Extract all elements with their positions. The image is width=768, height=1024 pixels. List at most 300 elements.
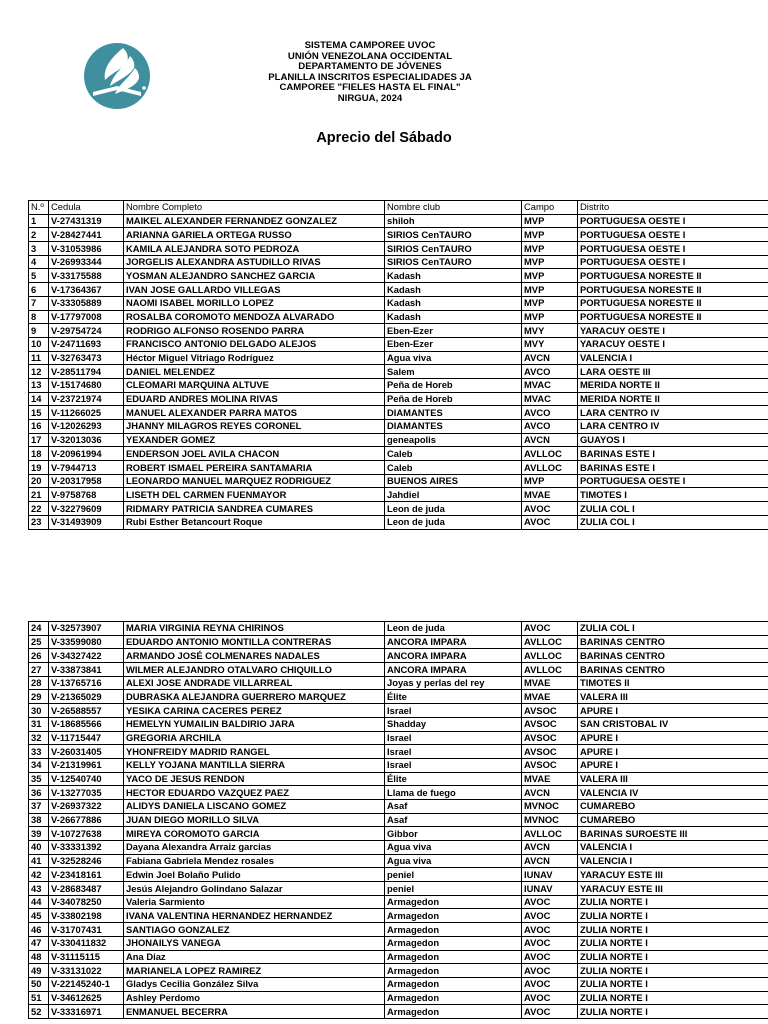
cell-distrito: ZULIA NORTE I (578, 895, 768, 909)
header-line-3: DEPARTAMENTO DE JÓVENES (298, 61, 442, 73)
cell-cedula: V-33316971 (49, 1005, 124, 1019)
cell-cedula: V-33873841 (49, 663, 124, 677)
cell-number: 26 (29, 649, 49, 663)
cell-name: YEXANDER GOMEZ (124, 433, 385, 447)
column-header-name: Nombre Completo (124, 201, 385, 215)
cell-distrito: LARA OESTE III (578, 365, 768, 379)
cell-distrito: PORTUGUESA OESTE I (578, 228, 768, 242)
cell-club: Jahdiel (385, 488, 522, 502)
cell-number: 13 (29, 378, 49, 392)
cell-cedula: V-33305889 (49, 296, 124, 310)
cell-cedula: V-18685566 (49, 717, 124, 731)
cell-cedula: V-31493909 (49, 515, 124, 529)
cell-club: Leon de juda (385, 502, 522, 516)
cell-number: 51 (29, 991, 49, 1005)
cell-number: 33 (29, 745, 49, 759)
cell-club: Kadash (385, 269, 522, 283)
table-row (29, 406, 768, 420)
cell-number: 48 (29, 950, 49, 964)
cell-name: Ashley Perdomo (124, 991, 385, 1005)
table-row (29, 950, 768, 964)
table-row (29, 515, 768, 529)
cell-club: Salem (385, 365, 522, 379)
cell-number: 34 (29, 758, 49, 772)
cell-distrito: MERIDA NORTE II (578, 378, 768, 392)
cell-cedula: V-24711693 (49, 337, 124, 351)
table-row (29, 433, 768, 447)
cell-club: DIAMANTES (385, 406, 522, 420)
cell-club: Élite (385, 690, 522, 704)
cell-club: DIAMANTES (385, 420, 522, 434)
cell-distrito: CUMAREBO (578, 813, 768, 827)
cell-distrito: ZULIA COL I (578, 502, 768, 516)
cell-distrito: APURE I (578, 745, 768, 759)
cell-cedula: V-32763473 (49, 351, 124, 365)
cell-number: 39 (29, 827, 49, 841)
cell-club: ANCORA IMPARA (385, 635, 522, 649)
table-row (29, 882, 768, 896)
table-row (29, 758, 768, 772)
cell-cedula: V-17797008 (49, 310, 124, 324)
cell-number: 8 (29, 310, 49, 324)
cell-cedula: V-13765716 (49, 676, 124, 690)
cell-club: Gibbor (385, 827, 522, 841)
cell-distrito: VALENCIA IV (578, 786, 768, 800)
cell-name: JHANNY MILAGROS REYES CORONEL (124, 420, 385, 434)
cell-club: shiloh (385, 214, 522, 228)
cell-cedula: V-26588557 (49, 704, 124, 718)
cell-name: Jesús Alejandro Golindano Salazar (124, 882, 385, 896)
cell-cedula: V-28511794 (49, 365, 124, 379)
cell-club: Armagedon (385, 909, 522, 923)
cell-distrito: ZULIA NORTE I (578, 1005, 768, 1019)
cell-number: 11 (29, 351, 49, 365)
table-row (29, 909, 768, 923)
cell-distrito: BARINAS CENTRO (578, 635, 768, 649)
cell-cedula: V-26677886 (49, 813, 124, 827)
header-line-5: CAMPOREE "FIELES HASTA EL FINAL" (279, 82, 461, 94)
cell-campo: MVP (522, 474, 578, 488)
cell-club: Armagedon (385, 923, 522, 937)
cell-number: 45 (29, 909, 49, 923)
cell-cedula: V-33802198 (49, 909, 124, 923)
cell-club: Peña de Horeb (385, 392, 522, 406)
cell-club: peniel (385, 868, 522, 882)
cell-number: 42 (29, 868, 49, 882)
cell-campo: AVOC (522, 622, 578, 636)
roster-table-body (29, 622, 768, 1019)
cell-campo: MVY (522, 324, 578, 338)
cell-campo: AVCN (522, 351, 578, 365)
table-row (29, 676, 768, 690)
cell-cedula: V-20317958 (49, 474, 124, 488)
table-row (29, 461, 768, 475)
cell-cedula: V-32279609 (49, 502, 124, 516)
cell-name: RIDMARY PATRICIA SANDREA CUMARES (124, 502, 385, 516)
table-row (29, 447, 768, 461)
table-row (29, 296, 768, 310)
table-row (29, 420, 768, 434)
cell-campo: MVAE (522, 690, 578, 704)
cell-club: Asaf (385, 813, 522, 827)
cell-cedula: V-12026293 (49, 420, 124, 434)
cell-campo: AVOC (522, 1005, 578, 1019)
cell-number: 17 (29, 433, 49, 447)
table-row (29, 283, 768, 297)
cell-number: 4 (29, 255, 49, 269)
cell-name: NAOMI ISABEL MORILLO LOPEZ (124, 296, 385, 310)
cell-number: 35 (29, 772, 49, 786)
cell-campo: MVNOC (522, 799, 578, 813)
table-row (29, 854, 768, 868)
cell-number: 10 (29, 337, 49, 351)
table-row (29, 923, 768, 937)
cell-distrito: VALERA III (578, 690, 768, 704)
cell-name: IVANA VALENTINA HERNANDEZ HERNANDEZ (124, 909, 385, 923)
cell-distrito: YARACUY OESTE I (578, 337, 768, 351)
cell-name: HEMELYN YUMAILIN BALDIRIO JARA (124, 717, 385, 731)
table-row (29, 964, 768, 978)
cell-name: MIREYA COROMOTO GARCIA (124, 827, 385, 841)
column-header-number: N.º (29, 201, 49, 215)
cell-name: KELLY YOJANA MANTILLA SIERRA (124, 758, 385, 772)
cell-name: ROSALBA COROMOTO MENDOZA ALVARADO (124, 310, 385, 324)
cell-campo: AVSOC (522, 704, 578, 718)
cell-distrito: VALENCIA I (578, 841, 768, 855)
cell-club: Israel (385, 731, 522, 745)
cell-campo: MVP (522, 283, 578, 297)
table-row (29, 392, 768, 406)
cell-distrito: APURE I (578, 731, 768, 745)
cell-club: Eben-Ezer (385, 337, 522, 351)
header-line-4: PLANILLA INSCRITOS ESPECIALIDADES JA (268, 71, 472, 83)
cell-name: ALIDYS DANIELA LISCANO GOMEZ (124, 799, 385, 813)
cell-campo: AVOC (522, 515, 578, 529)
cell-number: 44 (29, 895, 49, 909)
table-row (29, 649, 768, 663)
cell-number: 50 (29, 977, 49, 991)
cell-campo: MVAC (522, 392, 578, 406)
cell-distrito: VALENCIA I (578, 351, 768, 365)
cell-distrito: BARINAS ESTE I (578, 461, 768, 475)
cell-distrito: BARINAS CENTRO (578, 649, 768, 663)
cell-cedula: V-34612625 (49, 991, 124, 1005)
cell-name: JUAN DIEGO MORILLO SILVA (124, 813, 385, 827)
table-row (29, 365, 768, 379)
cell-distrito: ZULIA COL I (578, 515, 768, 529)
cell-number: 25 (29, 635, 49, 649)
cell-name: YESIKA CARINA CACERES PEREZ (124, 704, 385, 718)
cell-number: 20 (29, 474, 49, 488)
cell-number: 40 (29, 841, 49, 855)
table-row (29, 745, 768, 759)
cell-club: geneapolis (385, 433, 522, 447)
cell-name: SANTIAGO GONZALEZ (124, 923, 385, 937)
table-row (29, 474, 768, 488)
cell-distrito: YARACUY OESTE I (578, 324, 768, 338)
cell-campo: AVSOC (522, 717, 578, 731)
cell-distrito: GUAYOS I (578, 433, 768, 447)
cell-club: Kadash (385, 296, 522, 310)
cell-cedula: V-20961994 (49, 447, 124, 461)
cell-number: 28 (29, 676, 49, 690)
cell-campo: IUNAV (522, 868, 578, 882)
cell-campo: MVAE (522, 772, 578, 786)
cell-campo: AVLLOC (522, 663, 578, 677)
cell-campo: MVP (522, 255, 578, 269)
roster-table-second (28, 621, 768, 1019)
cell-campo: AVOC (522, 936, 578, 950)
cell-number: 19 (29, 461, 49, 475)
cell-cedula: V-26937322 (49, 799, 124, 813)
cell-cedula: V-15174680 (49, 378, 124, 392)
table-row (29, 936, 768, 950)
cell-club: Agua viva (385, 854, 522, 868)
table-row (29, 488, 768, 502)
cell-club: Agua viva (385, 841, 522, 855)
cell-club: Agua viva (385, 351, 522, 365)
cell-club: Armagedon (385, 936, 522, 950)
cell-distrito: PORTUGUESA OESTE I (578, 474, 768, 488)
cell-club: Caleb (385, 447, 522, 461)
table-row (29, 717, 768, 731)
cell-campo: AVOC (522, 923, 578, 937)
table-row (29, 799, 768, 813)
cell-name: CLEOMARI MARQUINA ALTUVE (124, 378, 385, 392)
table-row (29, 991, 768, 1005)
cell-distrito: CUMAREBO (578, 799, 768, 813)
table-row (29, 324, 768, 338)
table-row (29, 635, 768, 649)
cell-name: Rubi Esther Betancourt Roque (124, 515, 385, 529)
cell-number: 47 (29, 936, 49, 950)
cell-distrito: ZULIA NORTE I (578, 909, 768, 923)
cell-number: 32 (29, 731, 49, 745)
cell-cedula: V-22145240-1 (49, 977, 124, 991)
column-header-campo: Campo (522, 201, 578, 215)
cell-number: 6 (29, 283, 49, 297)
cell-campo: AVCN (522, 786, 578, 800)
cell-campo: MVY (522, 337, 578, 351)
cell-number: 7 (29, 296, 49, 310)
cell-campo: AVOC (522, 977, 578, 991)
cell-number: 27 (29, 663, 49, 677)
cell-club: Leon de juda (385, 622, 522, 636)
document-header (220, 41, 520, 105)
cell-cedula: V-7944713 (49, 461, 124, 475)
table-row (29, 255, 768, 269)
cell-cedula: V-23418161 (49, 868, 124, 882)
cell-name: ENDERSON JOEL AVILA CHACON (124, 447, 385, 461)
cell-number: 18 (29, 447, 49, 461)
roster-table-body (29, 214, 768, 529)
cell-number: 16 (29, 420, 49, 434)
cell-name: Dayana Alexandra Arraiz garcias (124, 841, 385, 855)
cell-cedula: V-34327422 (49, 649, 124, 663)
cell-name: MARIANELA LOPEZ RAMIREZ (124, 964, 385, 978)
cell-club: Israel (385, 758, 522, 772)
table-row (29, 310, 768, 324)
cell-campo: AVLLOC (522, 635, 578, 649)
cell-campo: MVAE (522, 488, 578, 502)
table-row (29, 690, 768, 704)
cell-number: 9 (29, 324, 49, 338)
cell-club: Caleb (385, 461, 522, 475)
cell-name: JORGELIS ALEXANDRA ASTUDILLO RIVAS (124, 255, 385, 269)
cell-distrito: BARINAS SUROESTE III (578, 827, 768, 841)
cell-name: Fabiana Gabriela Mendez rosales (124, 854, 385, 868)
cell-distrito: ZULIA NORTE I (578, 977, 768, 991)
table-row (29, 228, 768, 242)
cell-distrito: YARACUY ESTE III (578, 882, 768, 896)
table-row (29, 731, 768, 745)
cell-campo: AVCO (522, 406, 578, 420)
cell-club: Armagedon (385, 950, 522, 964)
cell-campo: AVCN (522, 841, 578, 855)
cell-name: FRANCISCO ANTONIO DELGADO ALEJOS (124, 337, 385, 351)
cell-campo: MVP (522, 310, 578, 324)
table-row (29, 813, 768, 827)
cell-club: BUENOS AIRES (385, 474, 522, 488)
header-line-1: SISTEMA CAMPOREE UVOC (304, 40, 436, 51)
column-header-cedula: Cedula (49, 201, 124, 215)
cell-name: YACO DE JESUS RENDON (124, 772, 385, 786)
cell-distrito: VALENCIA I (578, 854, 768, 868)
cell-distrito: PORTUGUESA OESTE I (578, 255, 768, 269)
cell-campo: AVCO (522, 420, 578, 434)
cell-name: KAMILA ALEJANDRA SOTO PEDROZA (124, 242, 385, 256)
cell-name: Valeria Sarmiento (124, 895, 385, 909)
cell-number: 24 (29, 622, 49, 636)
table-row (29, 269, 768, 283)
cell-name: GREGORIA ARCHILA (124, 731, 385, 745)
cell-campo: MVP (522, 228, 578, 242)
header-line-2: UNIÓN VENEZOLANA OCCIDENTAL (287, 50, 453, 62)
cell-name: ROBERT ISMAEL PEREIRA SANTAMARIA (124, 461, 385, 475)
table-row (29, 868, 768, 882)
cell-number: 43 (29, 882, 49, 896)
cell-club: Armagedon (385, 991, 522, 1005)
flame-book-logo-icon (83, 42, 151, 110)
cell-campo: IUNAV (522, 882, 578, 896)
cell-campo: AVSOC (522, 731, 578, 745)
cell-name: MANUEL ALEXANDER PARRA MATOS (124, 406, 385, 420)
cell-cedula: V-32528246 (49, 854, 124, 868)
cell-number: 12 (29, 365, 49, 379)
column-header-club: Nombre club (385, 201, 522, 215)
cell-distrito: ZULIA COL I (578, 622, 768, 636)
cell-number: 41 (29, 854, 49, 868)
cell-number: 14 (29, 392, 49, 406)
cell-cedula: V-27431319 (49, 214, 124, 228)
cell-name: MAIKEL ALEXANDER FERNANDEZ GONZALEZ (124, 214, 385, 228)
cell-cedula: V-26031405 (49, 745, 124, 759)
cell-cedula: V-31707431 (49, 923, 124, 937)
cell-distrito: MERIDA NORTE II (578, 392, 768, 406)
cell-cedula: V-17364367 (49, 283, 124, 297)
table-row (29, 337, 768, 351)
table-row (29, 242, 768, 256)
cell-name: IVAN JOSE GALLARDO VILLEGAS (124, 283, 385, 297)
cell-cedula: V-33131022 (49, 964, 124, 978)
cell-campo: MVP (522, 242, 578, 256)
cell-name: ALEXI JOSE ANDRADE VILLARREAL (124, 676, 385, 690)
cell-club: Shadday (385, 717, 522, 731)
cell-campo: AVOC (522, 964, 578, 978)
cell-cedula: V-23721974 (49, 392, 124, 406)
cell-cedula: V-29754724 (49, 324, 124, 338)
cell-name: ARMANDO JOSÉ COLMENARES NADALES (124, 649, 385, 663)
cell-name: HECTOR EDUARDO VAZQUEZ PAEZ (124, 786, 385, 800)
cell-cedula: V-33331392 (49, 841, 124, 855)
cell-campo: AVCN (522, 433, 578, 447)
cell-cedula: V-11266025 (49, 406, 124, 420)
table-row (29, 378, 768, 392)
cell-distrito: PORTUGUESA NORESTE II (578, 296, 768, 310)
cell-cedula: V-330411832 (49, 936, 124, 950)
cell-club: SIRIOS CenTAURO (385, 242, 522, 256)
cell-club: ANCORA IMPARA (385, 649, 522, 663)
cell-campo: AVCN (522, 854, 578, 868)
cell-number: 52 (29, 1005, 49, 1019)
cell-club: Kadash (385, 310, 522, 324)
cell-cedula: V-31053986 (49, 242, 124, 256)
cell-cedula: V-11715447 (49, 731, 124, 745)
cell-cedula: V-28683487 (49, 882, 124, 896)
cell-cedula: V-21319961 (49, 758, 124, 772)
cell-club: Leon de juda (385, 515, 522, 529)
cell-cedula: V-21365029 (49, 690, 124, 704)
cell-name: YOSMAN ALEJANDRO SANCHEZ GARCIA (124, 269, 385, 283)
cell-club: Eben-Ezer (385, 324, 522, 338)
cell-club: Joyas y perlas del rey (385, 676, 522, 690)
cell-cedula: V-13277035 (49, 786, 124, 800)
cell-campo: AVOC (522, 895, 578, 909)
cell-distrito: BARINAS ESTE I (578, 447, 768, 461)
table-row (29, 214, 768, 228)
cell-number: 31 (29, 717, 49, 731)
cell-cedula: V-9758768 (49, 488, 124, 502)
cell-club: Israel (385, 704, 522, 718)
cell-name: RODRIGO ALFONSO ROSENDO PARRA (124, 324, 385, 338)
cell-cedula: V-31115115 (49, 950, 124, 964)
table-row (29, 622, 768, 636)
cell-club: Peña de Horeb (385, 378, 522, 392)
cell-campo: MVAC (522, 378, 578, 392)
cell-distrito: LARA CENTRO IV (578, 406, 768, 420)
cell-campo: AVOC (522, 909, 578, 923)
table-row (29, 1005, 768, 1019)
cell-name: WILMER ALEJANDRO OTALVARO CHIQUILLO (124, 663, 385, 677)
table-row (29, 977, 768, 991)
cell-campo: AVSOC (522, 758, 578, 772)
cell-distrito: TIMOTES II (578, 676, 768, 690)
cell-distrito: ZULIA NORTE I (578, 991, 768, 1005)
cell-number: 38 (29, 813, 49, 827)
cell-number: 46 (29, 923, 49, 937)
cell-distrito: PORTUGUESA NORESTE II (578, 283, 768, 297)
cell-name: EDUARDO ANTONIO MONTILLA CONTRERAS (124, 635, 385, 649)
cell-campo: AVLLOC (522, 461, 578, 475)
cell-name: LEONARDO MANUEL MARQUEZ RODRIGUEZ (124, 474, 385, 488)
cell-club: Israel (385, 745, 522, 759)
cell-campo: AVSOC (522, 745, 578, 759)
cell-distrito: APURE I (578, 758, 768, 772)
cell-name: Edwin Joel Bolaño Pulido (124, 868, 385, 882)
table-row (29, 827, 768, 841)
cell-number: 49 (29, 964, 49, 978)
cell-number: 21 (29, 488, 49, 502)
